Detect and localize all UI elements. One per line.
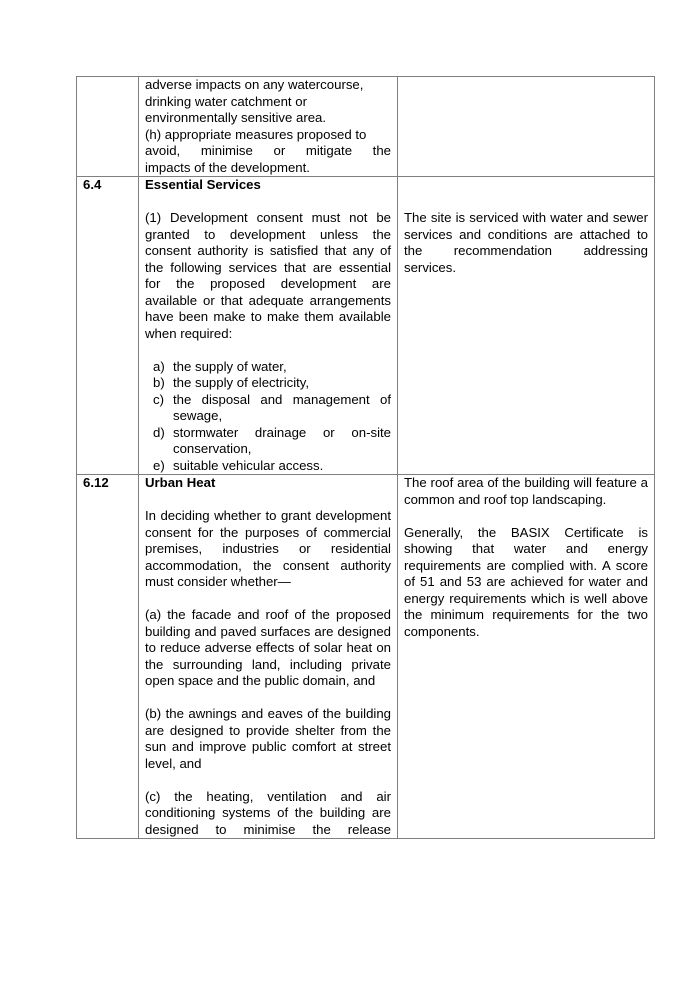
requirement-line: (h) appropriate measures proposed to xyxy=(145,126,367,142)
list-marker: c) xyxy=(153,391,164,407)
response-cell xyxy=(398,177,655,475)
response-text: The roof area of the building will feature a common and roof top landscaping. xyxy=(404,475,648,507)
requirement-line: drinking water catchment or xyxy=(145,93,307,109)
list-item xyxy=(145,392,391,425)
requirement-paragraph: (b) the awnings and eaves of the building are designed to provide shelter from the sun and improve public comfort at street level, and xyxy=(145,706,391,771)
list-text: the supply of water, xyxy=(173,358,287,374)
requirement-cell xyxy=(139,77,398,177)
requirement-cell xyxy=(139,177,398,475)
table-row xyxy=(77,77,655,177)
list-item xyxy=(145,375,391,392)
clause-number: 6.4 xyxy=(77,177,139,475)
requirement-line: adverse impacts on any watercourse, xyxy=(145,77,364,92)
list-text: suitable vehicular access. xyxy=(173,457,324,473)
compliance-table xyxy=(76,76,655,839)
clause-heading: Essential Services xyxy=(145,177,261,192)
requirement-cell xyxy=(139,475,398,839)
requirement-paragraph: (c) the heating, ventilation and air conditioning systems of the building are designed to minimise the release xyxy=(145,788,391,837)
list-text: stormwater drainage or on-site conservation, xyxy=(173,424,391,456)
list-item xyxy=(145,425,391,458)
response-cell xyxy=(398,475,655,839)
requirement-line: avoid, minimise or mitigate the xyxy=(145,143,391,158)
list-text: the supply of electricity, xyxy=(173,375,310,390)
list-item xyxy=(145,458,391,475)
list-marker: e) xyxy=(153,457,165,473)
response-text: The site is serviced with water and sewer services and conditions are attached to the recommendation addressing services. xyxy=(404,210,648,275)
clause-number xyxy=(77,77,139,177)
clause-number: 6.12 xyxy=(77,475,139,839)
list-marker: a) xyxy=(153,358,165,374)
list-marker: b) xyxy=(153,375,165,390)
table-row xyxy=(77,177,655,475)
services-list xyxy=(145,359,391,475)
table-row xyxy=(77,475,655,839)
requirement-line: environmentally sensitive area. xyxy=(145,110,327,125)
requirement-paragraph: In deciding whether to grant development consent for the purposes of commercial premises, industries or residential accommodation, the consent authority must consider whether— xyxy=(145,508,391,589)
list-marker: d) xyxy=(153,424,165,440)
response-cell xyxy=(398,77,655,177)
requirement-paragraph: (a) the facade and roof of the proposed building and paved surfaces are designed to reduce adverse effects of solar heat on the surrounding land, including private open space and the public domain, and xyxy=(145,607,391,688)
requirement-line: impacts of the development. xyxy=(145,159,310,175)
list-item xyxy=(145,359,391,376)
requirement-paragraph: (1) Development consent must not be granted to development unless the consent authority is satisfied that any of the following services that are essential for the proposed development are available or that adequate arrangements have been make to make them available when required: xyxy=(145,210,391,341)
list-text: the disposal and management of sewage, xyxy=(173,391,391,423)
clause-heading: Urban Heat xyxy=(145,475,216,490)
response-text: Generally, the BASIX Certificate is showing that water and energy requirements are complied with. A score of 51 and 53 are achieved for water and energy requirements which is well above the minimum requirements for the two components. xyxy=(404,524,648,639)
